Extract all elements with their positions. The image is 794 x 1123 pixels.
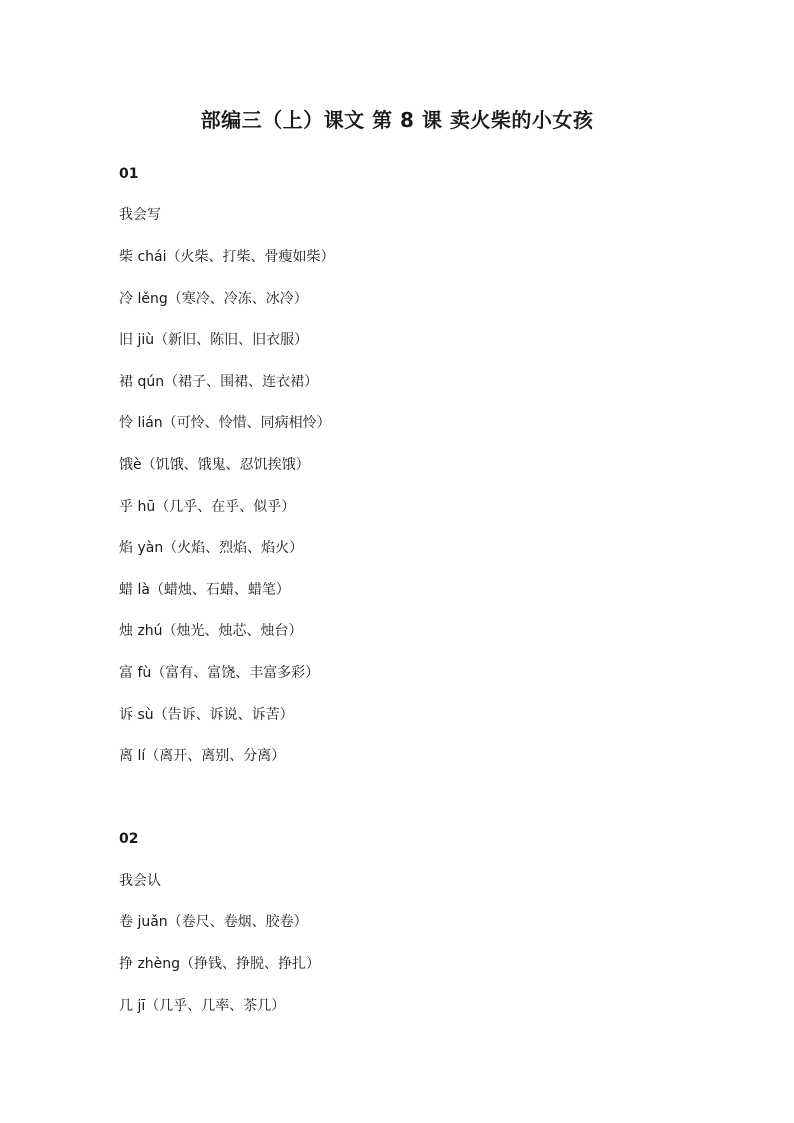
character-entry: 烛 zhú（烛光、烛芯、烛台） xyxy=(119,623,303,639)
character-entry: 几 jī（几乎、几率、茶几） xyxy=(119,998,286,1014)
character-entry: 离 lí（离开、离别、分离） xyxy=(119,748,286,764)
page-title: 部编三（上）课文 第 8 课 卖火柴的小女孩 xyxy=(200,108,594,132)
character-entry: 饿è（饥饿、饿鬼、忍饥挨饿） xyxy=(119,457,310,473)
character-entry: 挣 zhèng（挣钱、挣脱、挣扎） xyxy=(119,956,321,972)
section-heading: 我会写 xyxy=(119,207,161,223)
character-entry: 乎 hū（几乎、在乎、似乎） xyxy=(119,499,296,515)
character-entry: 裙 qún（裙子、围裙、连衣裙） xyxy=(119,374,319,390)
character-entry: 冷 lěng（寒冷、冷冻、冰冷） xyxy=(119,291,308,307)
section-heading: 我会认 xyxy=(119,873,161,889)
character-entry: 富 fù（富有、富饶、丰富多彩） xyxy=(119,665,320,681)
section-number: 02 xyxy=(119,831,139,847)
character-entry: 旧 jiù（新旧、陈旧、旧衣服） xyxy=(119,332,309,348)
character-entry: 蜡 là（蜡烛、石蜡、蜡笔） xyxy=(119,582,290,598)
character-entry: 焰 yàn（火焰、烈焰、焰火） xyxy=(119,540,304,556)
character-entry: 诉 sù（告诉、诉说、诉苦） xyxy=(119,707,294,723)
character-entry: 柴 chái（火柴、打柴、骨瘦如柴） xyxy=(119,249,335,265)
character-entry: 卷 juǎn（卷尺、卷烟、胶卷） xyxy=(119,914,308,930)
section-number: 01 xyxy=(119,166,139,182)
character-entry: 怜 lián（可怜、怜惜、同病相怜） xyxy=(119,415,331,431)
